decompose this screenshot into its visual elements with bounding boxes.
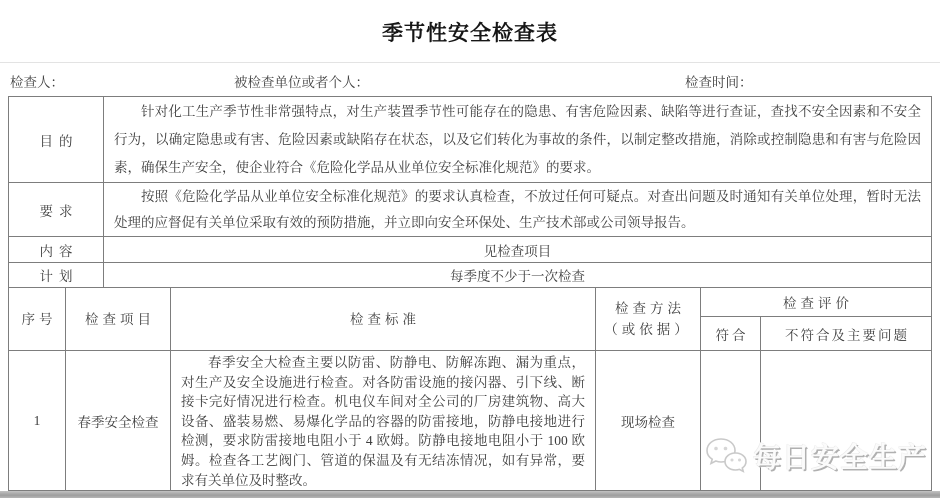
inspection-time-label: 检查时间：	[685, 75, 753, 90]
plan-row	[9, 263, 931, 288]
row-standard	[171, 351, 596, 490]
row-seq: 1	[9, 351, 66, 490]
page-edge-shadow	[0, 491, 940, 498]
watermark-text: 每日安全生产	[753, 442, 928, 473]
header-evaluation: 检查评价	[701, 288, 931, 317]
header-nonconform: 不符合及主要问题	[785, 327, 909, 343]
page-title: 季节性安全检查表	[382, 22, 558, 45]
inspected-unit-label: 被检查单位或者个人：	[234, 75, 369, 90]
plan-row-content: 每季度不少于一次检查	[450, 269, 585, 284]
header-conform: 符合	[701, 317, 761, 350]
row-nonconform-cell	[761, 351, 931, 490]
row-conform-cell	[701, 351, 761, 490]
info-bar	[0, 63, 940, 96]
row-item: 春季安全检查	[66, 351, 171, 490]
header-seq: 序号	[9, 288, 66, 350]
purpose-row-label: 目的	[9, 97, 104, 182]
requirement-row-label: 要求	[9, 183, 104, 236]
inspector-label: 检查人：	[10, 75, 64, 90]
inspection-table	[8, 96, 932, 491]
header-item: 检查项目	[66, 288, 171, 350]
table-header-row	[9, 288, 931, 351]
header-method: 检查方法（或依据）	[596, 288, 701, 350]
header-evaluation-subrow	[701, 317, 931, 350]
header-standard: 检查标准	[171, 288, 596, 350]
purpose-row-content: 针对化工生产季节性非常强特点，对生产装置季节性可能存在的隐患、有害危险因素、缺陷等进行查证，查找不安全因素和不安全行为，以确定隐患或有害、危险因素或缺陷存在状态，以及它们转化为事故的条件，以制定整改措施，消除或控制隐患和有害与危险因素，确保生产安全，使企业符合《危险化学品从业单位安全标准化规范》的要求。	[114, 104, 921, 175]
content-row-content: 见检查项目	[483, 243, 552, 259]
plan-row-label: 计划	[9, 263, 104, 287]
row-method: 现场检查	[596, 351, 701, 490]
content-row	[9, 237, 931, 263]
content-row-label: 内容	[9, 237, 104, 262]
header-evaluation-group	[701, 288, 931, 350]
requirement-row	[9, 183, 931, 237]
purpose-row	[9, 97, 931, 183]
table-row	[9, 351, 931, 491]
requirement-row-content: 按照《危险化学品从业单位安全标准化规范》的要求认真检查，不放过任何可疑点。对查出问题及时通知有关单位处理，暂时无法处理的应督促有关单位采取有效的预防措施，并立即向安全环保处、生产技术部或公司领导报告。	[114, 189, 921, 230]
row-standard-text: 春季安全大检查主要以防雷、防静电、防解冻跑、漏为重点，对生产及安全设施进行检查。对各防雷设施的接闪器、引下线、断接卡完好情况进行检查。机电仪车间对全公司的厂房建筑物、高大设备、盛装易燃、易爆化学品的容器的防雷接地，防静电接地进行检测，要求防雷接地电阻小于 4 欧姆。防静电接地电阻小于 100 欧姆。检查各工艺阀门、管道的保温及有无结冻情况，如有异常，要求有关单位及时整改。	[181, 355, 585, 488]
